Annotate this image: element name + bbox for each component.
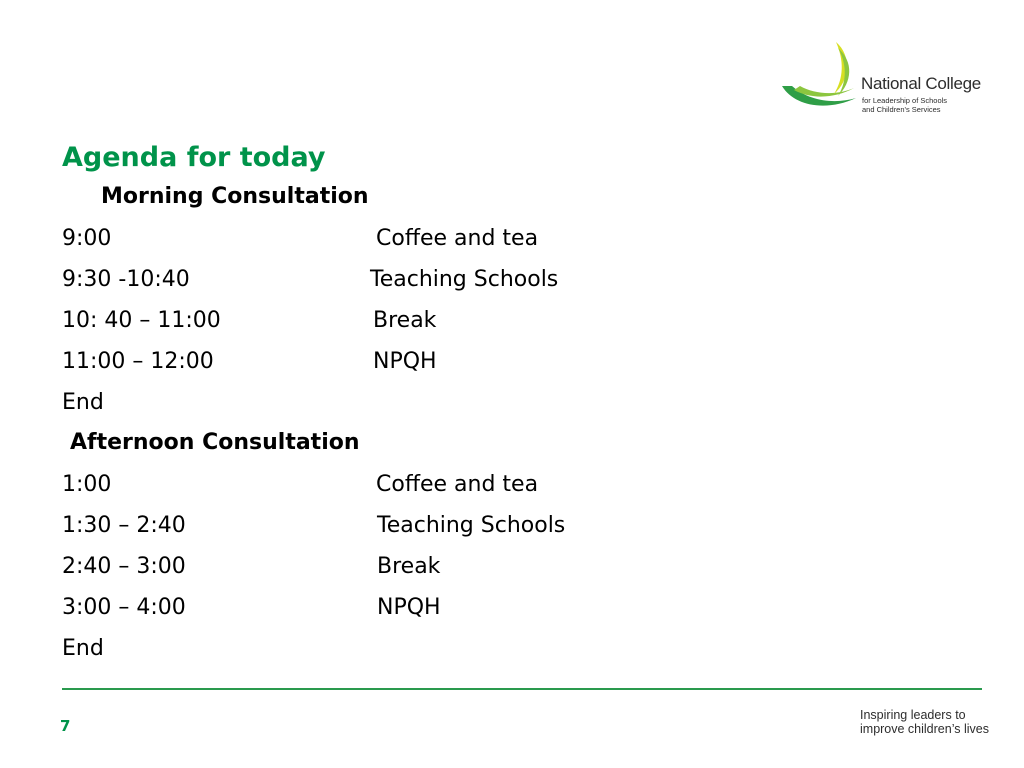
page-number: 7 <box>60 717 71 735</box>
morning-row-1-time: 9:00 <box>62 226 112 251</box>
afternoon-row-4-time: 3:00 – 4:00 <box>62 595 186 620</box>
tagline-line1: Inspiring leaders to <box>860 708 966 722</box>
morning-row-4-time: 11:00 – 12:00 <box>62 349 214 374</box>
logo-subtitle-line2: and Children's Services <box>862 105 941 114</box>
slide-title: Agenda for today <box>62 142 326 173</box>
logo-name-text: National College <box>861 74 981 93</box>
logo-subtitle-line1: for Leadership of Schools <box>862 96 948 105</box>
afternoon-row-3-time: 2:40 – 3:00 <box>62 554 186 579</box>
morning-heading: Morning Consultation <box>101 184 369 209</box>
morning-row-1-item: Coffee and tea <box>376 226 539 251</box>
morning-end: End <box>62 390 104 415</box>
afternoon-row-3-item: Break <box>377 554 441 579</box>
swoosh-logo-icon <box>780 40 862 115</box>
afternoon-row-1-time: 1:00 <box>62 472 112 497</box>
afternoon-row-4-item: NPQH <box>377 595 441 620</box>
afternoon-end: End <box>62 636 104 661</box>
morning-row-3-time: 10: 40 – 11:00 <box>62 308 221 333</box>
afternoon-row-2-item: Teaching Schools <box>377 513 566 538</box>
afternoon-heading: Afternoon Consultation <box>70 430 360 455</box>
tagline-line2: improve children’s lives <box>860 722 989 736</box>
afternoon-row-1-item: Coffee and tea <box>376 472 539 497</box>
morning-row-4-item: NPQH <box>373 349 437 374</box>
footer-divider <box>62 688 982 690</box>
morning-row-2-item: Teaching Schools <box>370 267 559 292</box>
afternoon-row-2-time: 1:30 – 2:40 <box>62 513 186 538</box>
national-college-logo <box>780 40 990 115</box>
morning-row-3-item: Break <box>373 308 437 333</box>
morning-row-2-time: 9:30 -10:40 <box>62 267 190 292</box>
